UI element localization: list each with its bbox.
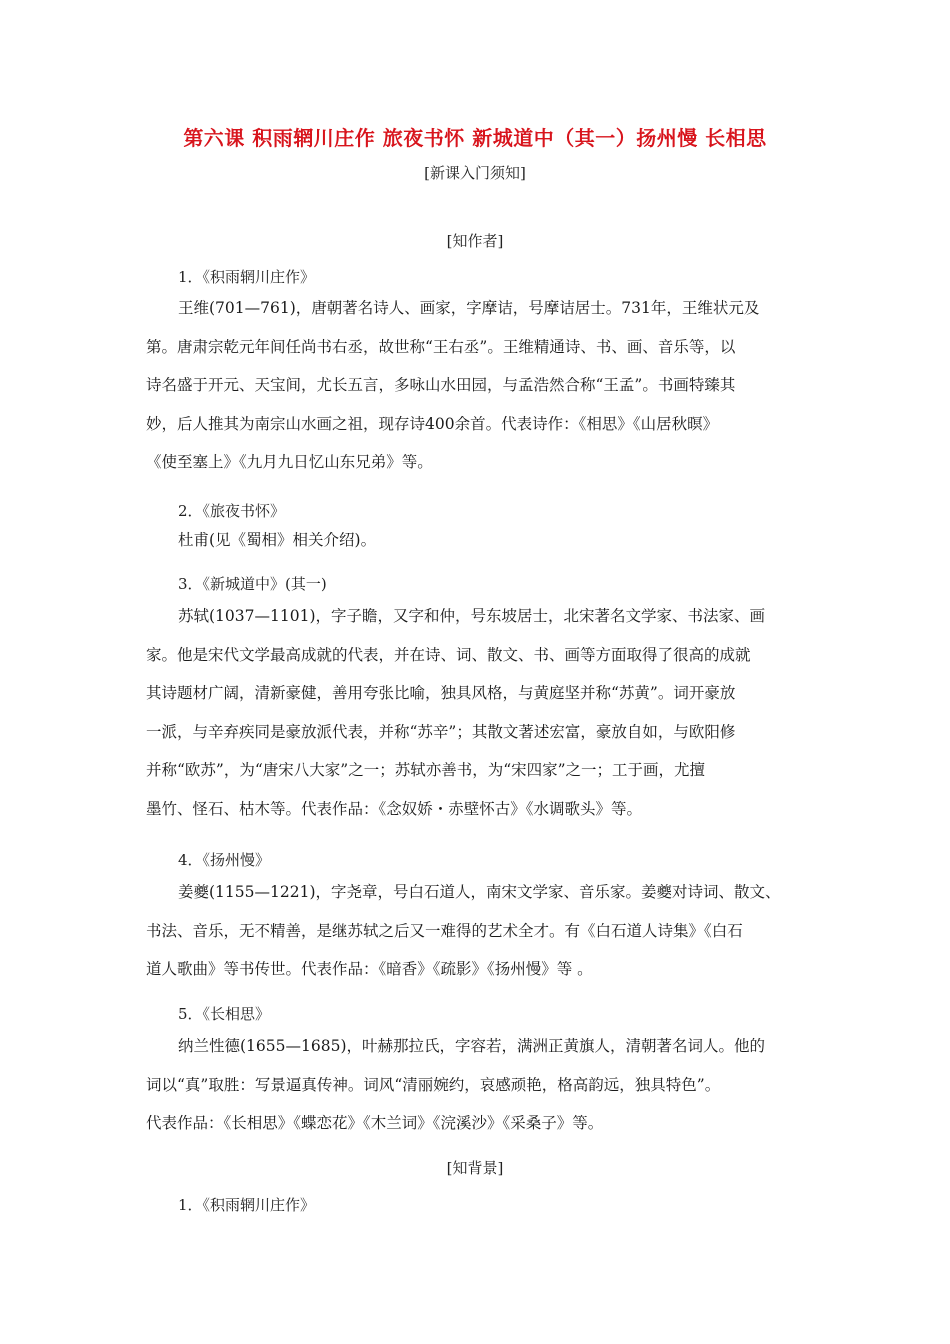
text-line: 道人歌曲》等书传世。代表作品：《暗香》《疏影》《扬州慢》等 。	[146, 960, 593, 978]
text-line: 书法、音乐，无不精善，是继苏轼之后又一难得的艺术全才。有《白石道人诗集》《白石	[146, 921, 743, 940]
section-heading-author: [知作者]	[446, 232, 504, 250]
text-line: 苏轼(1037—1101)，字子瞻，又字和仲，号东坡居士，北宋著名文学家、书法家、画	[178, 607, 765, 625]
text-line: 词以“真”取胜：写景逼真传神。词风“清丽婉约，哀感顽艳，格高韵远，独具特色”。	[146, 1075, 721, 1094]
text-line: 杜甫(见《蜀相》相关介绍)。	[178, 531, 377, 549]
item-heading: 1．《积雨辋川庄作》	[178, 268, 316, 286]
section-heading-background: [知背景]	[446, 1159, 504, 1177]
item-heading: 4．《扬州慢》	[178, 851, 271, 869]
text-line: 一派，与辛弃疾同是豪放派代表，并称“苏辛”；其散文著述宏富，豪放自如，与欧阳修	[146, 722, 736, 741]
text-line: 家。他是宋代文学最高成就的代表，并在诗、词、散文、书、画等方面取得了很高的成就	[146, 645, 751, 664]
text-line: 代表作品：《长相思》《蝶恋花》《木兰词》《浣溪沙》《采桑子》等。	[146, 1114, 604, 1132]
paragraph	[146, 521, 826, 560]
text-line: 妙，后人推其为南宗山水画之祖，现存诗400余首。代表诗作：《相思》《山居秋暝》	[146, 414, 719, 433]
text-line: 纳兰性德(1655—1685)，叶赫那拉氏，字容若，满洲正黄旗人，清朝著名词人。他的	[178, 1037, 765, 1055]
item-heading: 1．《积雨辋川庄作》	[178, 1196, 316, 1214]
page-subtitle: [新课入门须知]	[424, 164, 526, 182]
page-title: 第六课 积雨辋川庄作 旅夜书怀 新城道中（其一）扬州慢 长相思	[183, 126, 767, 150]
item-heading: 2．《旅夜书怀》	[178, 502, 286, 520]
item-heading: 3．《新城道中》(其一)	[178, 575, 327, 593]
text-line: 并称“欧苏”，为“唐宋八大家”之一；苏轼亦善书，为“宋四家”之一；工于画，尤擅	[146, 761, 706, 779]
paragraph	[146, 1027, 826, 1143]
text-line: 墨竹、怪石、枯木等。代表作品：《念奴娇・赤壁怀古》《水调歌头》等。	[146, 799, 643, 818]
item-heading: 5．《长相思》	[178, 1005, 271, 1023]
text-line: 王维(701—761)，唐朝著名诗人、画家，字摩诘，号摩诘居士。731年，王维状元及	[178, 299, 760, 317]
paragraph	[146, 597, 826, 828]
paragraph	[146, 873, 826, 989]
text-line: 姜夔(1155—1221)，字尧章，号白石道人，南宋文学家、音乐家。姜夔对诗词、散文、	[178, 883, 781, 901]
paragraph	[146, 289, 826, 482]
text-line: 诗名盛于开元、天宝间，尤长五言，多咏山水田园，与孟浩然合称“王孟”。书画特臻其	[146, 376, 736, 394]
text-line: 《使至塞上》《九月九日忆山东兄弟》等。	[146, 453, 433, 471]
text-line: 其诗题材广阔，清新豪健，善用夸张比喻，独具风格，与黄庭坚并称“苏黄”。词开豪放	[146, 684, 736, 702]
text-line: 第。唐肃宗乾元年间任尚书右丞，故世称“王右丞”。王维精通诗、书、画、音乐等，以	[146, 337, 736, 356]
